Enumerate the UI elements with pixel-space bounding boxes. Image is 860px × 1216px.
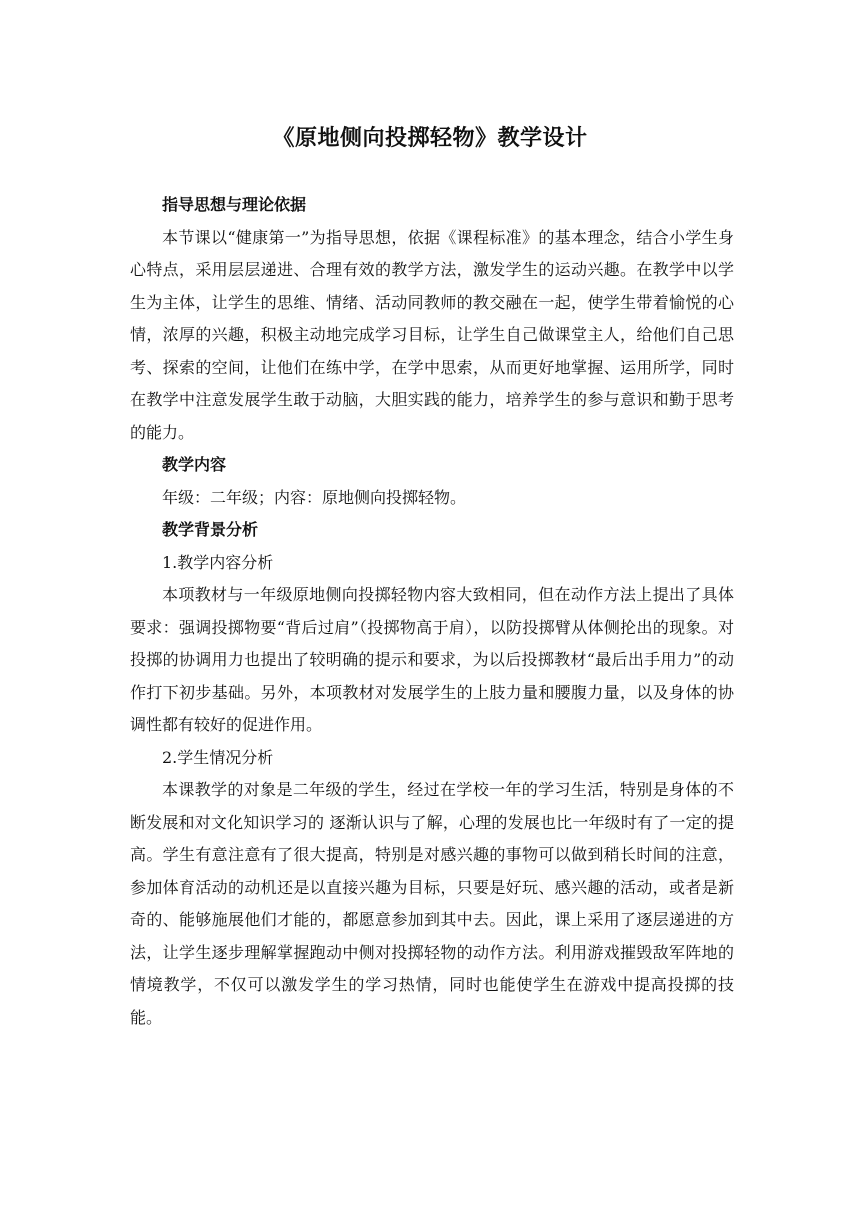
subheading-teaching-content-analysis: 1.教学内容分析	[162, 552, 274, 572]
paragraph-student-analysis: 本课教学的对象是二年级的学生，经过在学校一年的学习生活，特别是身体的不断发展和对文化知识学习的 逐渐认识与了解，心理的发展也比一年级时有了一定的提高。学生有意注意有了很大提高，特别是对感兴趣的事物可以做到稍长时间的注意，参加体育活动的动机还是以直接兴趣为目标，只要是好玩、感兴趣的活动，或者是新奇的、能够施展他们才能的，都愿意参加到其中去。因此，课上采用了逐层递进的方法，让学生逐步理解掌握跑动中侧对投掷轻物的动作方法。利用游戏摧毁敌军阵地的情境教学，不仅可以激发学生的学习热情，同时也能使学生在游戏中提高投掷的技能。	[130, 780, 734, 1027]
paragraph-content: 年级：二年级；内容：原地侧向投掷轻物。	[162, 487, 467, 507]
section-heading-background: 教学背景分析	[162, 520, 259, 539]
paragraph-teaching-content-analysis: 本项教材与一年级原地侧向投掷轻物内容大致相同，但在动作方法上提出了具体要求：强调投掷物要“背后过肩”（投掷物高于肩），以防投掷臂从体侧抡出的现象。对投掷的协调用力也提出了较明确的提示和要求，为以后投掷教材“最后出手用力”的动作打下初步基础。另外，本项教材对发展学生的上肢力量和腰腹力量，以及身体的协调性都有较好的促进作用。	[130, 585, 734, 734]
section-heading-content: 教学内容	[162, 455, 227, 474]
subheading-student-analysis: 2.学生情况分析	[162, 747, 274, 767]
paragraph-guiding: 本节课以“健康第一”为指导思想，依据《课程标准》的基本理念，结合小学生身心特点，采用层层递进、合理有效的教学方法，激发学生的运动兴趣。在教学中以学生为主体，让学生的思维、情绪、活动同教师的教交融在一起，使学生带着愉悦的心情，浓厚的兴趣，积极主动地完成学习目标，让学生自己做课堂主人，给他们自己思考、探索的空间，让他们在练中学，在学中思索，从而更好地掌握、运用所学，同时在教学中注意发展学生敢于动脑，大胆实践的能力，培养学生的参与意识和勤于思考的能力。	[130, 227, 734, 442]
section-heading-guiding: 指导思想与理论依据	[162, 195, 307, 214]
document-title: 《原地侧向投掷轻物》教学设计	[272, 126, 588, 151]
document-body	[130, 189, 734, 1034]
